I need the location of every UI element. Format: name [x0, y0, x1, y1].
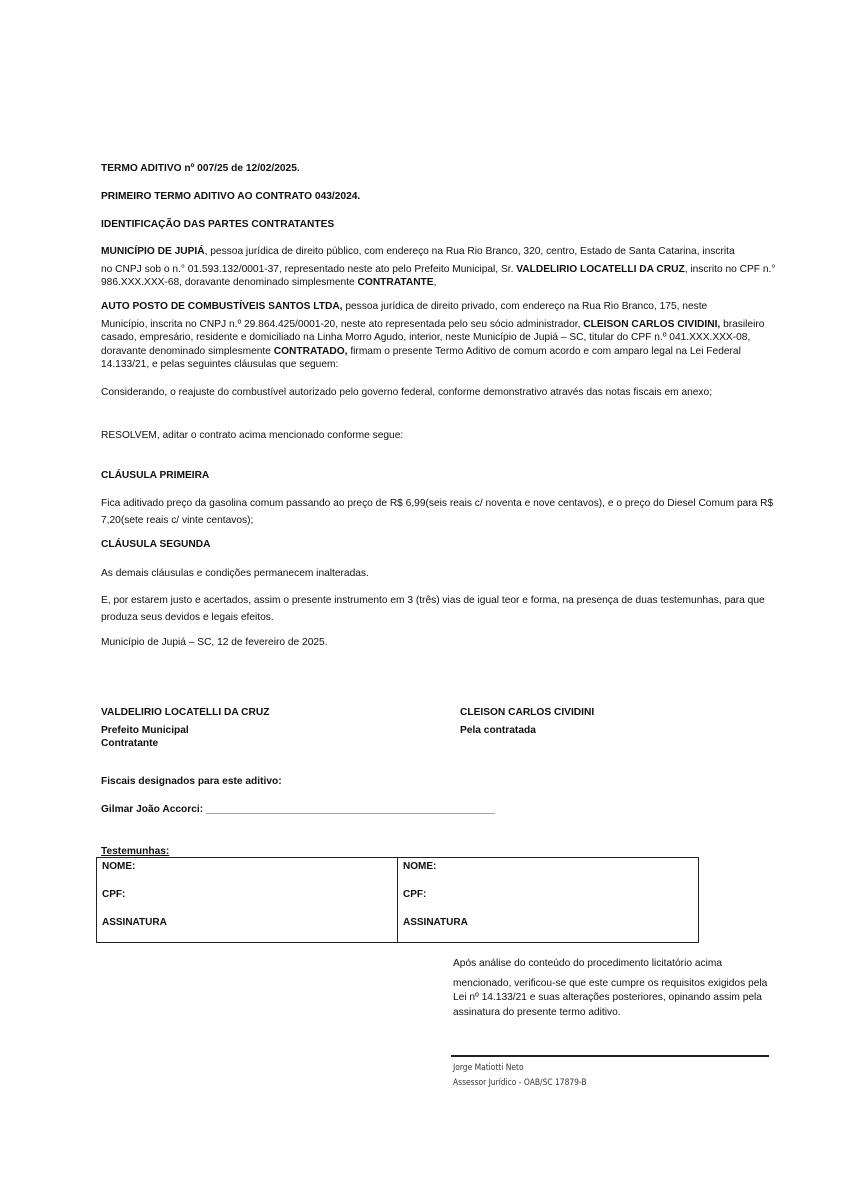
- parte2-text1: pessoa jurídica de direito privado, com endereço na Rua Rio Branco, 175, neste: [342, 301, 708, 312]
- clausula-segunda-heading: CLÁUSULA SEGUNDA: [101, 539, 211, 550]
- signature-right-name: CLEISON CARLOS CIVIDINI: [460, 707, 595, 718]
- assessor-signature-line: [451, 1055, 769, 1057]
- socio-name: CLEISON CARLOS CIVIDINI,: [583, 318, 721, 330]
- signature-left-role: Prefeito Municipal: [101, 724, 189, 736]
- considerando-text: Considerando, o reajuste do combustível autorizado pelo governo federal, conforme demonstrativo através das notas fiscais em anexo;: [101, 387, 713, 398]
- parte1-text3: , inscrito no CPF n.°: [684, 263, 776, 275]
- parecer-line3: Lei nº 14.133/21 e suas alterações posteriores, opinando assim pela: [453, 992, 762, 1004]
- termo-title: TERMO ADITIVO nº 007/25 de 12/02/2025.: [101, 163, 300, 174]
- primeiro-termo-title: PRIMEIRO TERMO ADITIVO AO CONTRATO 043/2024.: [101, 191, 361, 202]
- testemunha-2: [398, 858, 699, 943]
- assessor-role: Assessor Jurídico - OAB/SC 17879-B: [453, 1077, 587, 1088]
- clausula-primeira-line2: 7,20(sete reais c/ vinte centavos);: [101, 514, 254, 526]
- fecho-text: [101, 594, 781, 624]
- parecer-line2: mencionado, verificou-se que este cumpre os requisitos exigidos pela: [453, 978, 768, 990]
- parte1-text: , pessoa jurídica de direito público, com endereço na Rua Rio Branco, 320, centro, Estado de Santa Catarina, inscrita: [204, 246, 735, 257]
- contratante-label: CONTRATANTE: [357, 277, 434, 288]
- signature-left: [101, 706, 269, 751]
- parte2-text2: Município, inscrita no CNPJ n.º 29.864.425/0001-20, neste ato representada pelo seu sócio administrador,: [101, 318, 584, 330]
- parte2-text7: 14.133/21, e pelas seguintes cláusulas que seguem:: [101, 359, 339, 370]
- municipio-name: MUNICÍPIO DE JUPIÁ: [101, 246, 205, 257]
- testemunha-1-assinatura: ASSINATURA: [102, 917, 167, 928]
- posto-name: AUTO POSTO DE COMBUSTÍVEIS SANTOS LTDA,: [101, 301, 343, 312]
- parte1-text5: ,: [433, 277, 437, 288]
- local-data: Município de Jupiá – SC, 12 de fevereiro de 2025.: [101, 637, 328, 648]
- fecho-line1: E, por estarem justo e acertados, assim o presente instrumento em 3 (três) vias de igual teor e forma, na presença de duas testemunhas, para que: [101, 595, 765, 606]
- identificacao-heading: IDENTIFICAÇÃO DAS PARTES CONTRATANTES: [101, 219, 335, 230]
- assessor-name: Jorge Matiotti Neto: [453, 1062, 524, 1073]
- testemunha-2-assinatura: ASSINATURA: [403, 917, 468, 928]
- testemunha-1-nome: NOME:: [102, 861, 136, 872]
- signature-right: [460, 706, 594, 737]
- testemunha-2-cpf: CPF:: [403, 889, 427, 900]
- resolvem-text: RESOLVEM, aditar o contrato acima mencionado conforme segue:: [101, 430, 404, 441]
- signature-right-party: Pela contratada: [460, 724, 536, 736]
- fecho-line2: produza seus devidos e legais efeitos.: [101, 611, 274, 623]
- parte2-text4: casado, empresário, residente e domiciliado na Linha Morro Agudo, interior, neste Município de Jupiá – SC, titular do CPF n.º 041.XXX.XXX-08,: [101, 332, 751, 343]
- contratado-label: CONTRATADO,: [273, 345, 348, 357]
- signature-left-name: VALDELIRIO LOCATELLI DA CRUZ: [101, 707, 270, 718]
- parte1-text4: 986.XXX.XXX-68, doravante denominado simplesmente: [101, 277, 358, 288]
- parte2-text3: brasileiro: [720, 318, 765, 330]
- testemunhas-table: [96, 857, 699, 943]
- fiscal-line: Gilmar João Accorci: ___________________________________________________: [101, 804, 495, 815]
- parte2-text5: doravante denominado simplesmente: [101, 345, 274, 357]
- parecer-juridico: [453, 957, 783, 1020]
- parecer-line1: Após análise do conteúdo do procedimento licitatório acima: [453, 958, 722, 969]
- testemunha-1-cpf: CPF:: [102, 889, 126, 900]
- parte2-text6: firmam o presente Termo Aditivo de comum acordo e com amparo legal na Lei Federal: [347, 345, 741, 357]
- clausula-primeira-heading: CLÁUSULA PRIMEIRA: [101, 470, 210, 481]
- assessor-block: [453, 1060, 587, 1090]
- signature-left-party: Contratante: [101, 738, 159, 749]
- clausula-primeira-text: [101, 497, 781, 527]
- testemunha-2-nome: NOME:: [403, 861, 437, 872]
- parte1-text2: no CNPJ sob o n.° 01.593.132/0001-37, representado neste ato pelo Prefeito Municipal, Sr.: [101, 263, 517, 275]
- parte-contratante: [101, 245, 781, 290]
- parte-contratada: [101, 300, 781, 372]
- parecer-line4: assinatura do presente termo aditivo.: [453, 1006, 621, 1018]
- clausula-primeira-line1: Fica aditivado preço da gasolina comum passando ao preço de R$ 6,99(seis reais c/ noventa e nove centavos), e o preço do Diesel Comum para R$: [101, 498, 774, 509]
- prefeito-name: VALDELIRIO LOCATELLI DA CRUZ: [516, 263, 685, 275]
- testemunha-1: [97, 858, 398, 943]
- testemunhas-heading: Testemunhas:: [101, 846, 170, 857]
- fiscais-heading: Fiscais designados para este aditivo:: [101, 776, 282, 787]
- clausula-segunda-text: As demais cláusulas e condições permanecem inalteradas.: [101, 568, 369, 579]
